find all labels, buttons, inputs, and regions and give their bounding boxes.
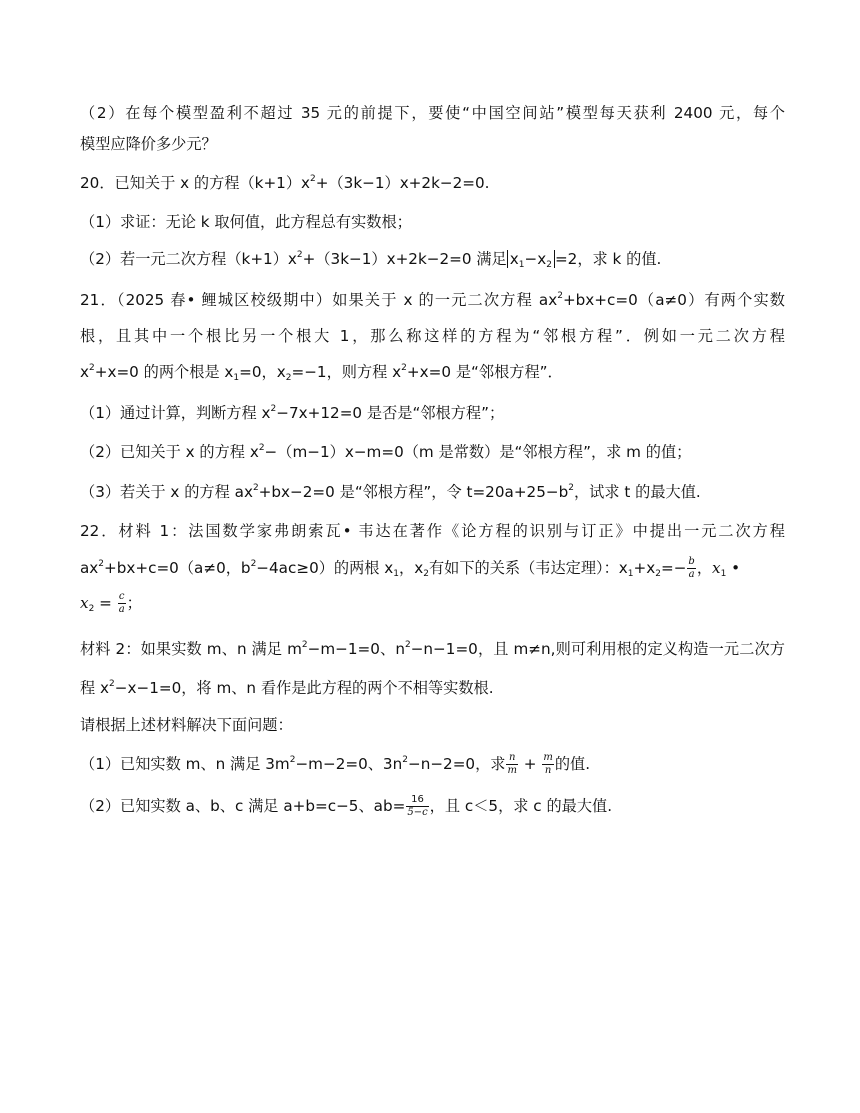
q21-stem-text-5: =−1，则方程 x [291,363,402,381]
q21-stem-line1 [80,290,785,310]
q22-text: =− [660,559,687,577]
q20-part2-text-2: +（3k−1）x+2k−2=0 满足 [302,250,507,268]
q19-part2-line2: 模型应降价多少元？ [80,135,217,153]
plus-sign: + [518,755,542,773]
q22-text: +x [633,559,656,577]
q22-text: −n−1=0，且 m≠n,则可利用根的定义构造一元二次方 [410,640,785,658]
q22-text: −n−2=0，求 [407,755,506,773]
numerator: b [688,556,695,567]
numerator: n [506,753,517,765]
q22-text: 材料 2：如果实数 m、n 满足 m [80,640,302,658]
q21-stem-text: 21．（2025 春• 鲤城区校级期中）如果关于 x 的一元二次方程 ax [80,291,558,309]
subscript: 1 [233,373,240,383]
exponent: 2 [301,640,308,650]
q22-text: = [94,594,117,612]
exponent: 2 [402,755,408,765]
q21-part3-text: （3）若关于 x 的方程 ax [80,483,253,501]
exponent: 2 [89,363,95,373]
exponent: 2 [270,404,277,414]
absolute-value [507,250,555,268]
q20-stem-text: 20．已知关于 x 的方程（k+1）x [80,174,311,192]
exponent: 2 [296,250,303,260]
q21-part2-text: （2）已知关于 x 的方程 x [80,443,259,461]
q21-part3 [80,482,785,502]
q21-part3-text-3: ，试求 t 的最大值. [573,483,701,501]
q21-stem-line3 [80,362,785,382]
q22-part2 [80,795,785,818]
exponent: 2 [401,363,407,373]
exponent: 2 [289,755,296,765]
q22-text: −m−1=0、n [307,640,405,658]
q22-text: ，且 c＜5，求 c 的最大值. [429,797,613,815]
q22-text: ，x [399,559,424,577]
exponent: 2 [557,291,563,301]
fraction-16-over-5-c [406,795,428,818]
fraction-c-over-a [118,592,126,615]
q20-part2-text: （2）若一元二次方程（k+1）x [80,250,297,268]
q22-text: （1）已知实数 m、n 满足 3m [80,755,290,773]
x-var: x [80,363,89,381]
q22-material2-line1 [80,639,785,659]
subscript: 1 [627,569,634,579]
subscript: 2 [285,373,292,383]
subscript: 1 [518,260,525,270]
denominator: n [544,765,552,776]
q22-text: ax [80,559,99,577]
numerator: m [543,752,553,763]
q22-text: −4ac≥0）的两根 x [256,559,394,577]
denominator: m [507,765,517,776]
denominator: a [118,604,125,615]
q22-ask: 请根据上述材料解决下面问题： [80,716,293,734]
q21-stem-text-3: +x=0 的两个根是 x [94,363,234,381]
q22-text: ， [696,559,713,577]
q21-stem-text-2: +bx+c=0（a≠0）有两个实数 [562,291,785,309]
x-var: x [509,250,519,268]
q20-stem [80,173,785,193]
q21-part2 [80,442,785,462]
q22-text: 的值. [554,755,591,773]
exponent: 2 [404,640,411,650]
numerator: 16 [406,795,428,807]
exponent: 2 [250,559,257,569]
fraction-b-over-a [687,557,695,580]
q22-text: （2）已知实数 a、b、c 满足 a+b=c−5、ab= [80,797,406,815]
x-var: −x [524,250,547,268]
subscript: 1 [720,569,727,579]
exponent: 2 [252,483,259,493]
q22-text: +bx+c=0（a≠0，b [104,559,251,577]
fraction-n-over-m [506,753,517,776]
q22-text: ； [126,594,142,612]
subscript: 2 [546,260,552,270]
q21-part3-text-2: +bx−2=0 是“邻根方程”，令 t=20a+25−b [258,483,569,501]
q20-stem-text-2: +（3k−1）x+2k−2=0. [315,174,490,192]
numerator: c [118,591,125,602]
exponent: 2 [568,483,574,493]
subscript: 2 [423,569,429,579]
q21-part1-text-2: −7x+12=0 是否是“邻根方程”； [276,404,505,422]
q22-text: 有如下的关系（韦达定理）：x [428,559,628,577]
denominator: 5−c [407,807,428,818]
subscript: 2 [655,569,661,579]
q21-stem-text-6: +x=0 是“邻根方程”． [406,363,563,381]
q21-part2-text-2: −（m−1）x−m=0（m 是常数）是“邻根方程”，求 m 的值； [264,443,692,461]
q21-part1-text: （1）通过计算，判断方程 x [80,404,271,422]
subscript: 1 [393,569,400,579]
q21-part1 [80,403,785,423]
q22-text: 程 x [80,679,110,697]
fraction-m-over-n [542,753,553,776]
q22-text: −x−1=0，将 m、n 看作是此方程的两个不相等实数根. [114,679,494,697]
q20-part1: （1）求证：无论 k 取何值，此方程总有实数根； [80,213,412,231]
denominator: a [688,569,695,580]
exponent: 2 [98,559,105,569]
q20-part2 [80,249,785,269]
subscript: 2 [88,604,95,614]
q19-part2-line1: （2）在每个模型盈利不超过 35 元的前提下，要使“中国空间站”模型每天获利 2400 元，每个 [80,104,785,122]
exponent: 2 [258,443,265,453]
x-var: x [712,559,721,577]
q22-material1-line3 [80,592,785,615]
q21-stem-line2: 根，且其中一个根比另一个根大 1，那么称这样的方程为“邻根方程”．例如一元二次方程 [80,327,785,345]
q22-material1-line1: 22．材料 1：法国数学家弗朗索瓦• 韦达在著作《论方程的识别与订正》中提出一元二次方程 [80,522,785,540]
q22-material1-line2 [80,557,785,580]
x-var: x [80,594,89,612]
q22-text: • [726,559,741,577]
q22-part1 [80,753,785,776]
q21-stem-text-4: =0，x [239,363,286,381]
q22-material2-line2 [80,678,785,698]
q20-part2-text-3: =2，求 k 的值. [554,250,662,268]
exponent: 2 [109,679,115,689]
exponent: 2 [310,174,316,184]
q22-text: −m−2=0、3n [295,755,403,773]
